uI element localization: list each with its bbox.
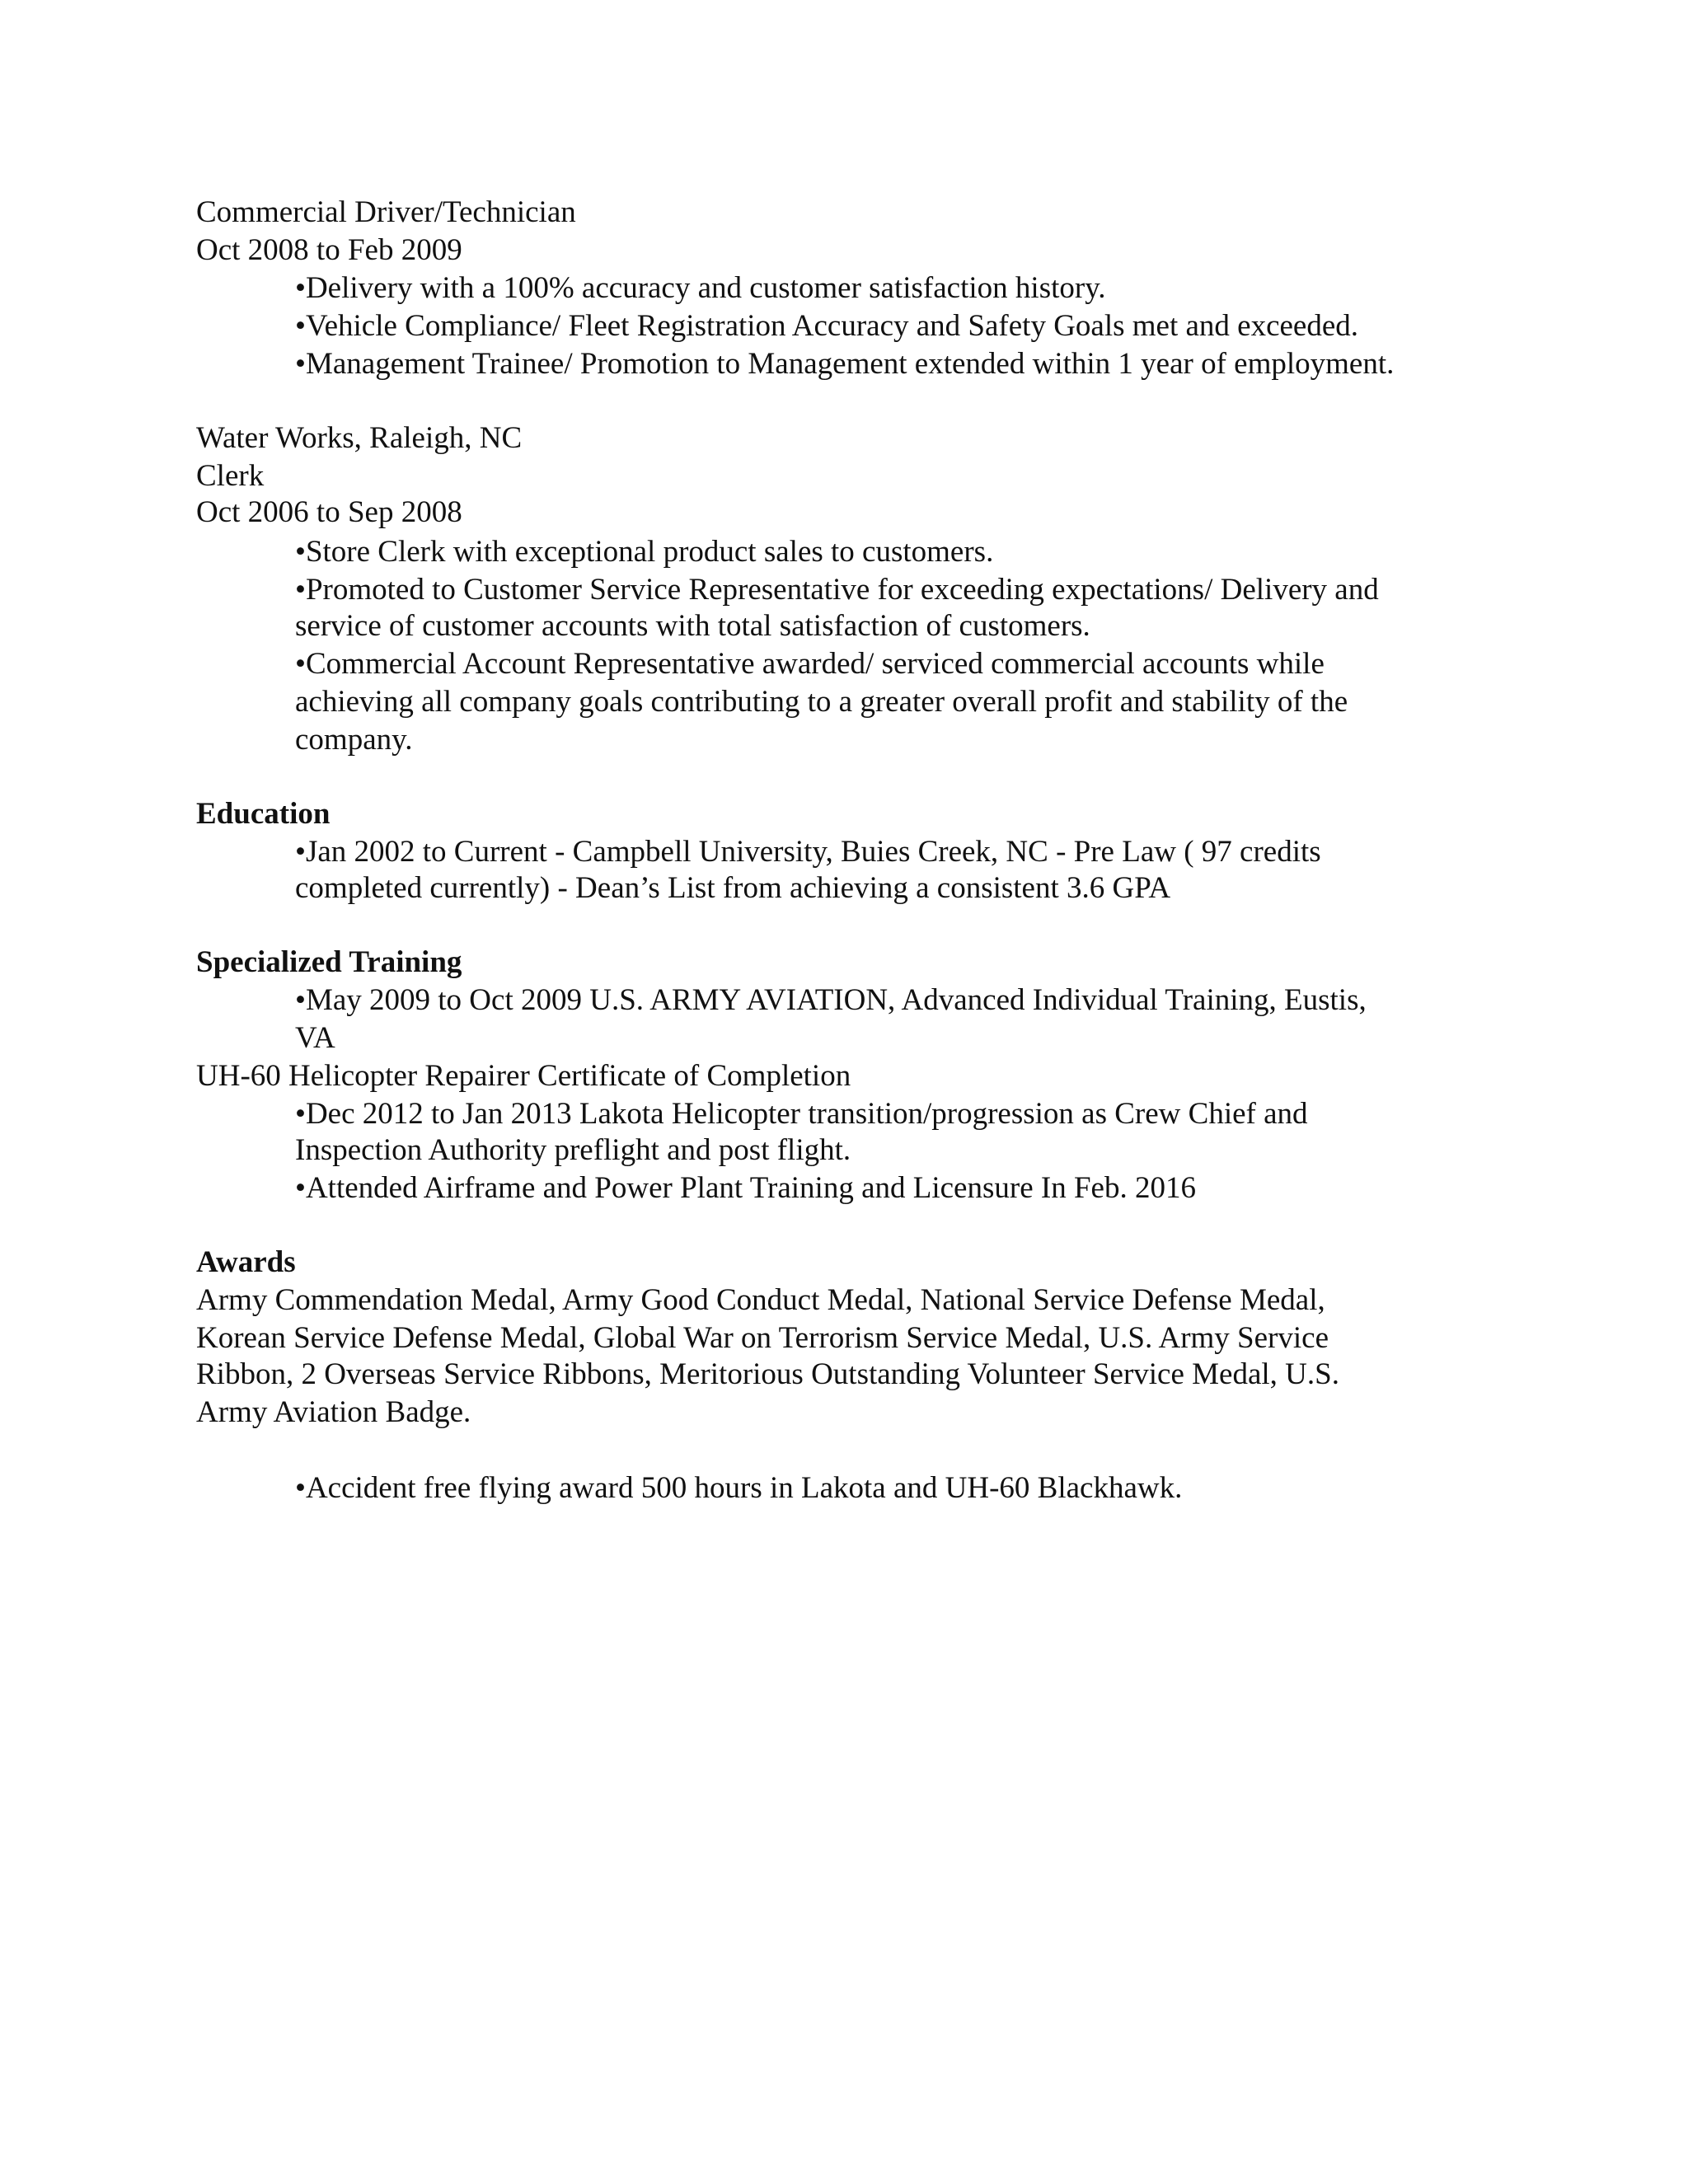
- job-title: Commercial Driver/Technician: [196, 195, 576, 229]
- job-bullet: •Store Clerk with exceptional product sales to customers.: [295, 535, 994, 569]
- job-title: Clerk: [196, 459, 265, 493]
- job-bullet: •Commercial Account Representative awarded/ serviced commercial accounts while: [295, 647, 1325, 681]
- job-bullet-continued: company.: [295, 723, 413, 757]
- training-bullet-continued: Inspection Authority preflight and post flight.: [295, 1133, 851, 1167]
- awards-bullet: •Accident free flying award 500 hours in Lakota and UH-60 Blackhawk.: [295, 1471, 1183, 1505]
- education-bullet-continued: completed currently) - Dean’s List from achieving a consistent 3.6 GPA: [295, 871, 1171, 905]
- job-bullet-continued: achieving all company goals contributing to a greater overall profit and stability of the: [295, 685, 1348, 719]
- job-bullet: •Promoted to Customer Service Representative for exceeding expectations/ Delivery and: [295, 573, 1379, 607]
- awards-text: Ribbon, 2 Overseas Service Ribbons, Meritorious Outstanding Volunteer Service Medal, U.S.: [196, 1357, 1339, 1391]
- job-dates: Oct 2006 to Sep 2008: [196, 495, 462, 529]
- education-bullet: •Jan 2002 to Current - Campbell University, Buies Creek, NC - Pre Law ( 97 credits: [295, 835, 1321, 869]
- awards-text: Army Aviation Badge.: [196, 1395, 471, 1429]
- training-certificate: UH-60 Helicopter Repairer Certificate of Completion: [196, 1059, 851, 1093]
- job-dates: Oct 2008 to Feb 2009: [196, 233, 462, 267]
- awards-text: Korean Service Defense Medal, Global War on Terrorism Service Medal, U.S. Army Service: [196, 1321, 1329, 1355]
- job-employer: Water Works, Raleigh, NC: [196, 421, 523, 455]
- job-bullet: •Delivery with a 100% accuracy and customer satisfaction history.: [295, 271, 1106, 305]
- training-bullet: •Dec 2012 to Jan 2013 Lakota Helicopter transition/progression as Crew Chief and: [295, 1097, 1308, 1131]
- job-bullet: •Management Trainee/ Promotion to Management extended within 1 year of employment.: [295, 347, 1395, 381]
- awards-text: Army Commendation Medal, Army Good Conduct Medal, National Service Defense Medal,: [196, 1283, 1325, 1317]
- training-bullet: •Attended Airframe and Power Plant Training and Licensure In Feb. 2016: [295, 1171, 1196, 1205]
- training-bullet: •May 2009 to Oct 2009 U.S. ARMY AVIATION, Advanced Individual Training, Eustis,: [295, 983, 1367, 1017]
- section-heading-training: Specialized Training: [196, 945, 462, 979]
- job-bullet-continued: service of customer accounts with total satisfaction of customers.: [295, 609, 1090, 643]
- job-bullet: •Vehicle Compliance/ Fleet Registration Accuracy and Safety Goals met and exceeded.: [295, 309, 1359, 343]
- section-heading-education: Education: [196, 797, 331, 831]
- training-bullet-continued: VA: [295, 1021, 335, 1055]
- section-heading-awards: Awards: [196, 1245, 296, 1279]
